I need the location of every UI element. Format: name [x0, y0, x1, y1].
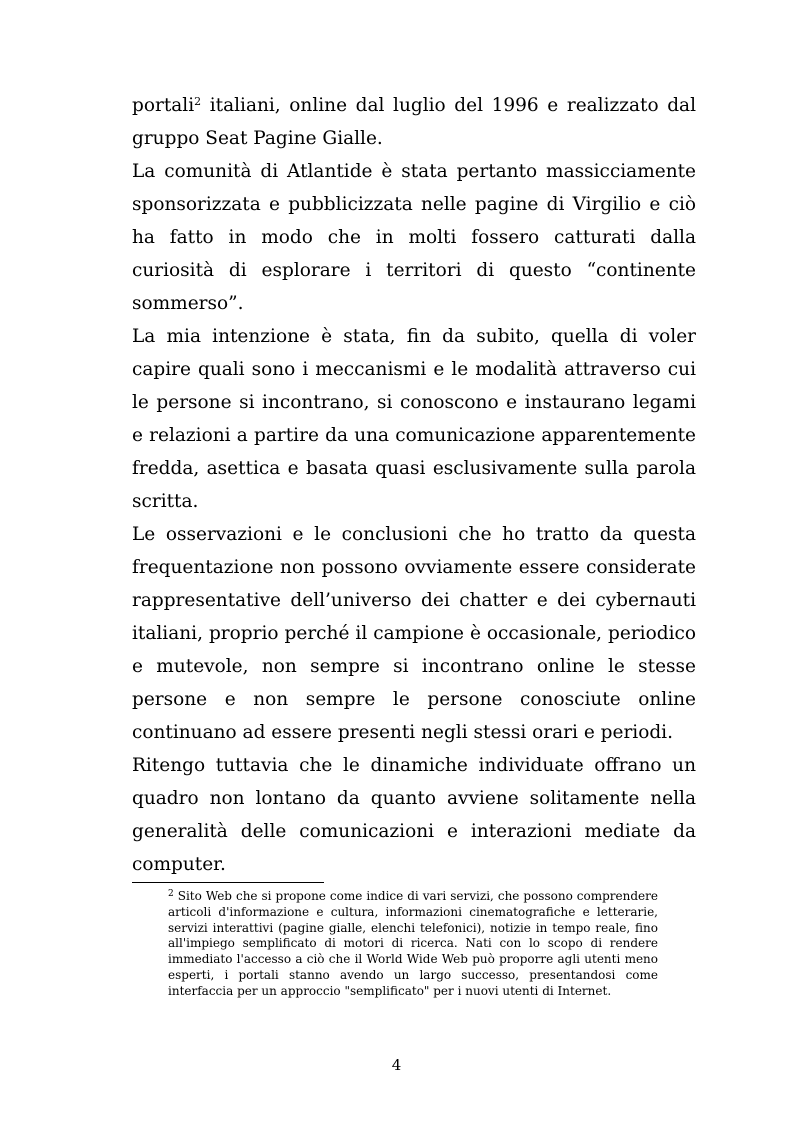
paragraph-1	[132, 89, 696, 155]
footnote-text: Sito Web che si propone come indice di vari servizi, che possono comprendere articoli d'informazione e cultura, informazioni cinematografiche e letterarie, servizi interattivi (pagine gialle, elenchi telefonici), notizie in tempo reale, fino all'impiego semplificato di motori di ricerca. Nati con lo scopo di rendere immediato l'accesso a ciò che il World Wide Web può proporre agli utenti meno esperti, i portali stanno avendo un largo successo, presentandosi come interfaccia per un approccio "semplificato" per i nuovi utenti di Internet.	[168, 889, 658, 998]
paragraph-3: La mia intenzione è stata, fin da subito, quella di voler capire quali sono i meccanismi e le modalità attraverso cui le persone si incontrano, si conoscono e instaurano legami e relazioni a partire da una comunicazione apparentemente fredda, asettica e basata quasi esclusivamente sulla parola scritta.	[132, 326, 696, 512]
page-number: 4	[391, 1056, 402, 1074]
footnote-reference: 2	[194, 95, 202, 108]
paragraph-2: La comunità di Atlantide è stata pertanto massicciamente sponsorizzata e pubblicizzata nelle pagine di Virgilio e ciò ha fatto in modo che in molti fossero catturati dalla curiosità di esplorare i territori di questo “continente sommerso”.	[132, 161, 696, 314]
body-text	[132, 89, 696, 881]
footnote	[168, 889, 658, 1000]
paragraph-5: Ritengo tuttavia che le dinamiche individuate offrano un quadro non lontano da quanto avviene solitamente nella generalità delle comunicazioni e interazioni mediate da computer.	[132, 755, 696, 875]
paragraph-1-lead: portali	[132, 95, 195, 116]
paragraph-4: Le osservazioni e le conclusioni che ho tratto da questa frequentazione non possono ovviamente essere considerate rappresentative dell’universo dei chatter e dei cybernauti italiani, proprio perché il campione è occasionale, periodico e mutevole, non sempre si incontrano online le stesse persone e non sempre le persone conosciute online continuano ad essere presenti negli stessi orari e periodi.	[132, 524, 696, 743]
footnote-separator	[132, 882, 324, 883]
footnote-number: 2	[168, 889, 174, 899]
paragraph-1-text: italiani, online dal luglio del 1996 e realizzato dal gruppo Seat Pagine Gialle.	[132, 95, 696, 149]
